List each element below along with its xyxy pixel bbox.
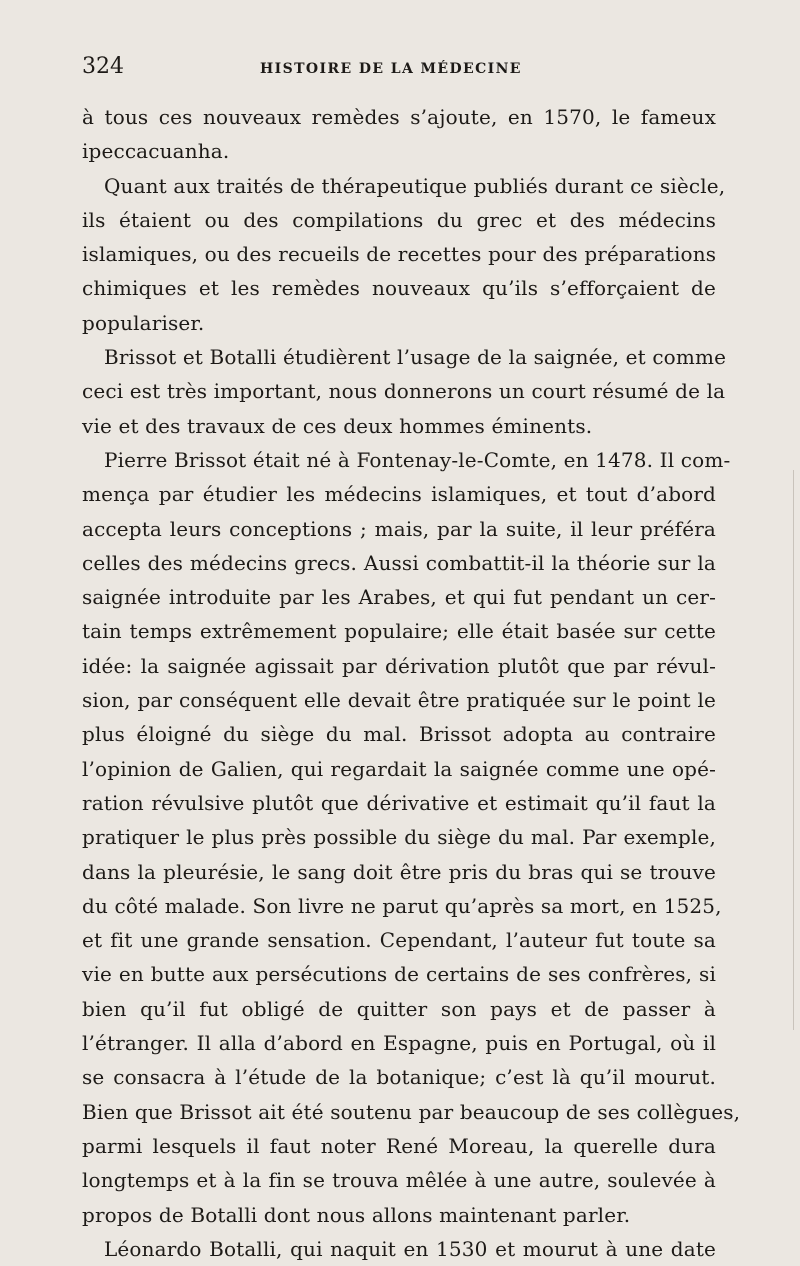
text-line: plus éloigné du siège du mal. Brissot adopta au contraire [82, 722, 716, 747]
page-header [82, 54, 716, 84]
text-line: Bien que Brissot ait été soutenu par beaucoup de ses collègues, [82, 1099, 741, 1124]
page-number: 324 [82, 54, 124, 79]
text-line: saignée introduite par les Arabes, et qui fut pendant un cer- [82, 585, 716, 610]
text-line: populariser. [82, 310, 205, 335]
text-line: à tous ces nouveaux remèdes s’ajoute, en 1570, le fameux [82, 105, 716, 129]
text-line: Pierre Brissot était né à Fontenay-le-Comte, en 1478. Il com- [104, 447, 731, 472]
text-line: ration révulsive plutôt que dérivative et estimait qu’il faut la [82, 790, 716, 815]
text-line: pratiquer le plus près possible du siège du mal. Par exemple, [82, 825, 716, 850]
text-line: vie et des travaux de ces deux hommes éminents. [82, 413, 593, 438]
text-line: parmi lesquels il faut noter René Moreau, la querelle dura [82, 1133, 716, 1158]
text-line: l’étranger. Il alla d’abord en Espagne, puis en Portugal, où il [82, 1031, 716, 1056]
text-line: Léonardo Botalli, qui naquit en 1530 et mourut à une date [104, 1236, 716, 1261]
text-line: mença par étudier les médecins islamiques, et tout d’abord [82, 482, 716, 507]
text-line: idée: la saignée agissait par dérivation plutôt que par révul- [82, 653, 716, 678]
text-line: et fit une grande sensation. Cependant, l’auteur fut toute sa [82, 928, 716, 953]
running-title: HISTOIRE DE LA MÉDECINE [260, 61, 522, 77]
text-line: longtemps et à la fin se trouva mêlée à une autre, soulevée à [82, 1168, 716, 1193]
text-line: bien qu’il fut obligé de quitter son pays et de passer à [82, 996, 716, 1021]
page-edge-line [793, 470, 794, 1030]
text-line: accepta leurs conceptions ; mais, par la suite, il leur préféra [82, 516, 716, 541]
text-line: tain temps extrêmement populaire; elle était basée sur cette [82, 619, 716, 644]
body-text [82, 100, 741, 1266]
text-line: l’opinion de Galien, qui regardait la saignée comme une opé- [82, 756, 716, 781]
text-line: celles des médecins grecs. Aussi combattit-il la théorie sur la [82, 550, 716, 575]
text-line: dans la pleurésie, le sang doit être pris du bras qui se trouve [82, 859, 716, 884]
text-line: ceci est très important, nous donnerons un court résumé de la [82, 379, 726, 404]
text-line: islamiques, ou des recueils de recettes pour des préparations [82, 242, 717, 267]
text-line: chimiques et les remèdes nouveaux qu’ils s’efforçaient de [82, 276, 716, 301]
text-line: se consacra à l’étude de la botanique; c’est là qu’il mourut. [82, 1065, 716, 1090]
text-line: ipeccacuanha. [82, 139, 230, 164]
text-line: Brissot et Botalli étudièrent l’usage de la saignée, et comme [104, 345, 727, 370]
text-line: Quant aux traités de thérapeutique publiés durant ce siècle, [104, 173, 726, 198]
text-line: vie en butte aux persécutions de certains de ses confrères, si [82, 962, 716, 987]
text-line: du côté malade. Son livre ne parut qu’après sa mort, en 1525, [82, 893, 722, 918]
text-line: ils étaient ou des compilations du grec et des médecins [82, 207, 716, 232]
text-line: propos de Botalli dont nous allons maintenant parler. [82, 1202, 631, 1227]
text-line: sion, par conséquent elle devait être pratiquée sur le point le [82, 688, 716, 713]
